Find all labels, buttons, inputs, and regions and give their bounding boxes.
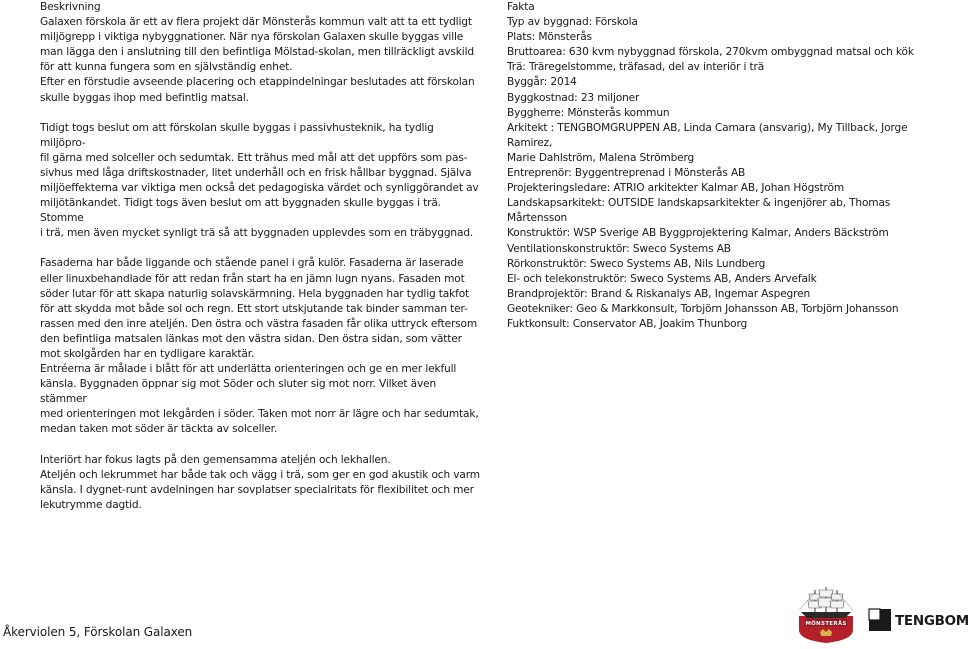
fact-line: Marie Dahlström, Malena Strömberg [507, 151, 695, 164]
description-paragraph-3: Tidigt togs beslut om att förskolan skulle byggas i passivhusteknik, ha tydlig miljöpro- fil gärna med solceller och sedumtak. Ett trähus med mål att det uppförs som pas- sivhus med låga driftskostnader, litet underhåll och en frisk hållbar byggnad. Själva miljöeffekterna var viktiga men också det pedagogiska värdet och synliggörandet av miljötänkandet. Tidigt togs även beslut om att byggnaden skulle byggas i trä. Stomme i trä, men även mycket synligt trä så att byggnaden upplevdes som en träbyggnad. [40, 121, 479, 240]
ship-crest-icon [793, 586, 859, 644]
fact-line: Fuktkonsult: Conservator AB, Joakim Thunborg [507, 317, 748, 330]
fact-line: Konstruktör: WSP Sverige AB Byggprojektering Kalmar, Anders Bäckström [507, 227, 889, 240]
crest-banner-text: MÖNSTERÅS [805, 620, 847, 627]
fact-line: Byggherre: Mönsterås kommun [507, 106, 670, 119]
facts-heading: Fakta [507, 1, 535, 13]
paragraph-spacer [40, 438, 480, 453]
fact-line: Typ av byggnad: Förskola [507, 16, 638, 29]
tengbom-mark-icon [869, 609, 891, 631]
facts-list [507, 15, 952, 332]
fact-line: Entreprenör: Byggentreprenad i Mönsterås AB [507, 167, 746, 180]
fact-line: Arkitekt : TENGBOMGRUPPEN AB, Linda Camara (ansvarig), My Tillback, Jorge Ramirez, [507, 121, 908, 149]
description-paragraph-4: Fasaderna har både liggande och stående panel i grå kulör. Fasaderna är laserade eller linuxbehandlade för att redan från start ha en jämn lugn nyans. Fasaden mot söder lutar för att skapa naturlig solavskärmning. Hela byggnaden har tydlig takfot för att skydda mot både sol och regn. Ett stort utskjutande tak binder samman ter- rassen med den inre ateljén. Den östra och västra fasaden får olika uttryck eftersom den befintliga matsalen länkas mot den västra sidan. Den östra sidan, som vätter mot skolgården har en tydligare karaktär. Entréerna är målade i blått för att underlätta orienteringen och ge en mer lekfull känsla. Byggnaden öppnar sig mot Söder och sluter sig mot norr. Vilket även stämmer med orienteringen mot lekgården i söder. Taken mot norr är lägre och har sedumtak, medan taken mot söder är täckta av solceller. [40, 257, 479, 436]
description-paragraph-2: Efter en förstudie avseende placering och etappindelningar beslutades att förskolan skulle byggas ihop med befintlig matsal. [40, 76, 475, 104]
description-paragraph-1: Galaxen förskola är ett av flera projekt där Mönsterås kommun valt att ta ett tydligt miljögrepp i viktiga nybyggnationer. När nya förskolan Galaxen skulle byggas ville man lägga den i anslutning till den befintliga Mölstad-skolan, men tillräckligt avskild för att kunna fungera som en självständig enhet. [40, 16, 474, 74]
fact-line: Byggkostnad: 23 miljoner [507, 91, 640, 104]
fact-line: Plats: Mönsterås [507, 31, 592, 44]
footer-project-title: Åkerviolen 5, Förskolan Galaxen [3, 625, 193, 639]
ship-hull [801, 612, 851, 618]
facts-column [507, 0, 952, 332]
paragraph-spacer [40, 241, 480, 256]
fact-line: Brandprojektör: Brand & Riskanalys AB, Ingemar Aspegren [507, 287, 811, 300]
fact-line: Projekteringsledare: ATRIO arkitekter Kalmar AB, Johan Högström [507, 182, 844, 195]
fact-line: Ventilationskonstruktör: Sweco Systems AB [507, 242, 731, 255]
fact-line: Byggår: 2014 [507, 76, 577, 89]
tengbom-wordmark: TENGBOM [895, 613, 969, 629]
description-paragraph-5: Interiört har fokus lagts på den gemensamma ateljén och lekhallen. Ateljén och lekrummet har både tak och vägg i trä, som ger en god akustik och varm känsla. I dygnet-runt avdelningen har sovplatser specialritats för flexibilitet och mer lekutrymme dagtid. [40, 453, 480, 511]
fact-line: El- och telekonstruktör: Sweco Systems AB, Anders Arvefalk [507, 272, 817, 285]
paragraph-spacer [40, 106, 480, 121]
fact-line: Bruttoarea: 630 kvm nybyggnad förskola, 270kvm ombyggnad matsal och kök [507, 46, 914, 59]
fact-line: Geotekniker: Geo & Markkonsult, Torbjörn Johansson AB, Torbjörn Johansson [507, 302, 899, 315]
fact-line: Landskapsarkitekt: OUTSIDE landskapsarkitekter & ingenjörer ab, Thomas Mårtensson [507, 197, 891, 225]
fact-line: Trä: Träregelstomme, träfasad, del av interiör i trä [507, 61, 765, 74]
description-heading: Beskrivning [40, 1, 101, 13]
description-column [40, 0, 480, 513]
fact-line: Rörkonstruktör: Sweco Systems AB, Nils Lundberg [507, 257, 766, 270]
